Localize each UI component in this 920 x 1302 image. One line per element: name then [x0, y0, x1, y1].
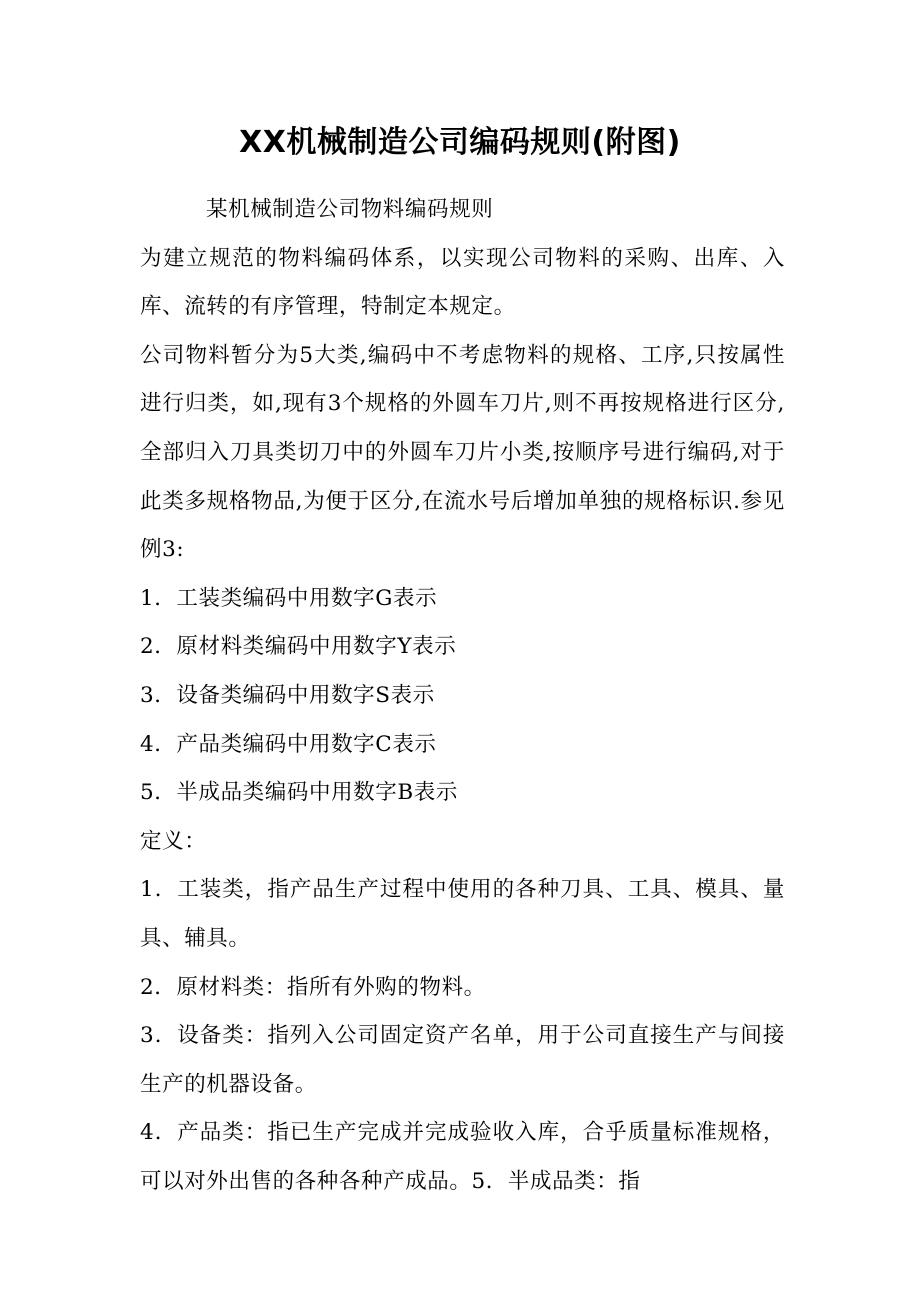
- definition-raw-material: 2．原材料类：指所有外购的物料。: [140, 974, 486, 1000]
- document-title: XX机械制造公司编码规则(附图): [239, 125, 681, 160]
- list-item-raw-material-code: 2．原材料类编码中用数字Y表示: [140, 634, 457, 660]
- document-body: [140, 186, 785, 1206]
- definition-product: 4．产品类：指已生产完成并完成验收入库，合乎质量标准规格，可以对外出售的各种各种产成品。5．半成品类：指: [140, 1120, 785, 1194]
- definitions-heading: 定义：: [140, 828, 207, 854]
- paragraph-classification: 公司物料暂分为5大类,编码中不考虑物料的规格、工序,只按属性进行归类，如,现有3个规格的外圆车刀片,则不再按规格进行区分,全部归入刀具类切刀中的外圆车刀片小类,按顺序号进行编码,对于此类多规格物品,为便于区分,在流水号后增加单独的规格标识.参见例3:: [140, 342, 785, 563]
- list-item-tooling-code: 1．工装类编码中用数字G表示: [140, 585, 438, 611]
- paragraph-purpose: 为建立规范的物料编码体系，以实现公司物料的采购、出库、入库、流转的有序管理，特制定本规定。: [140, 245, 785, 320]
- definition-equipment: 3．设备类：指列入公司固定资产名单，用于公司直接生产与间接生产的机器设备。: [140, 1023, 785, 1097]
- list-item-semi-finished-code: 5．半成品类编码中用数字B表示: [140, 780, 458, 806]
- document-subtitle: 某机械制造公司物料编码规则: [206, 197, 494, 222]
- definition-tooling: 1．工装类，指产品生产过程中使用的各种刀具、工具、模具、量具、辅具。: [140, 877, 785, 951]
- list-item-equipment-code: 3．设备类编码中用数字S表示: [140, 682, 435, 708]
- list-item-product-code: 4．产品类编码中用数字C表示: [140, 731, 437, 757]
